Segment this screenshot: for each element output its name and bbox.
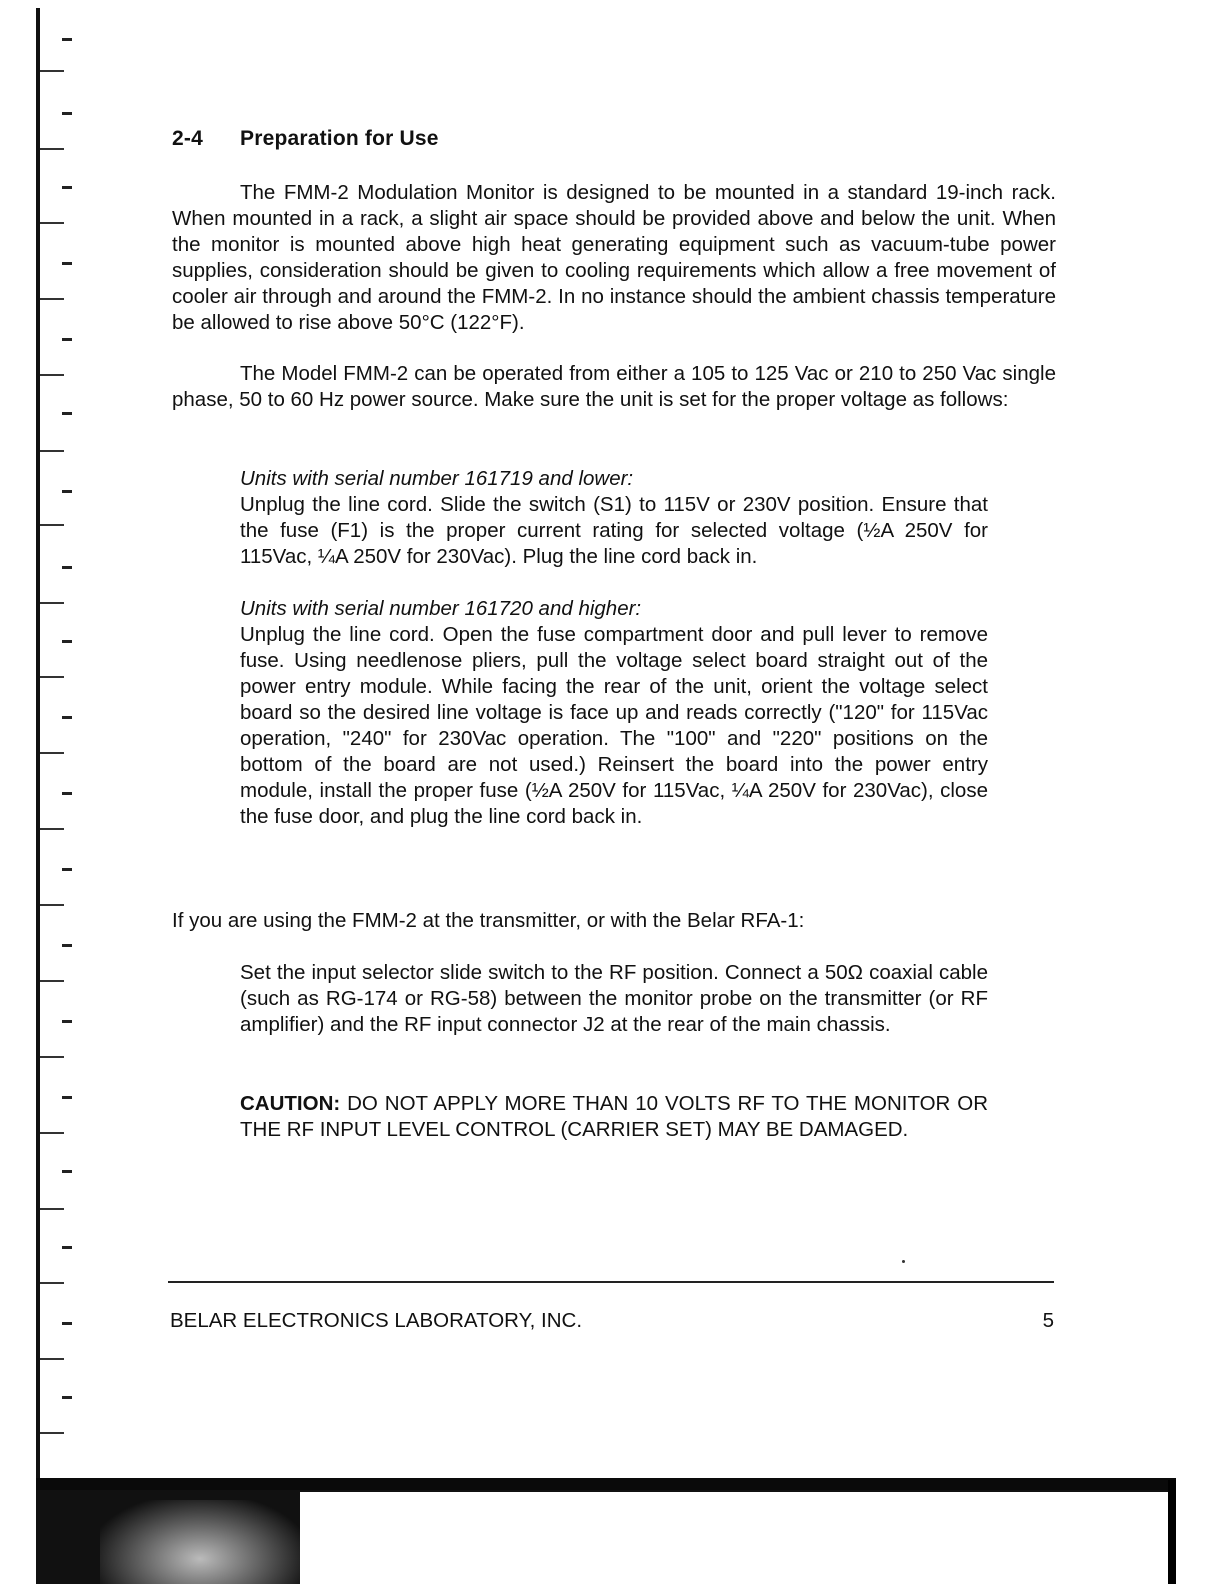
binding-edge — [0, 0, 80, 1584]
binding-mark — [62, 38, 72, 41]
binding-mark — [40, 148, 64, 150]
subsection-old-serial — [240, 466, 988, 570]
binding-mark — [40, 298, 64, 300]
footer-company: BELAR ELECTRONICS LABORATORY, INC. — [170, 1309, 583, 1332]
subsection-new-title: Units with serial number 161720 and higher: — [240, 597, 642, 620]
scan-right-edge — [1168, 1480, 1176, 1584]
scan-paper-strip — [300, 1492, 1170, 1584]
binding-mark — [40, 1056, 64, 1058]
binding-mark — [62, 944, 72, 947]
binding-spine — [36, 8, 40, 1478]
binding-mark — [40, 602, 64, 604]
subsection-new-text: Unplug the line cord. Open the fuse compartment door and pull lever to remove fuse. Using needlenose pliers, pull the voltage select board straight out of the power entry module. While facing the rear of the unit, orient the voltage select board so the desired line voltage is face up and reads correctly ("120" for 115Vac operation, "240" for 230Vac operation. The "100" and "220" positions on the bottom of the board are not used.) Reinsert the board into the power entry module, install the proper fuse (½A 250V for 115Vac, ¼A 250V for 230Vac), close the fuse door, and plug the line cord back in. — [240, 623, 988, 828]
binding-mark — [62, 640, 72, 643]
binding-mark — [40, 1432, 64, 1434]
binding-mark — [62, 1396, 72, 1399]
binding-mark — [62, 1170, 72, 1173]
binding-mark — [62, 1020, 72, 1023]
scan-edge-bar — [36, 1478, 1176, 1490]
section-heading — [172, 127, 439, 151]
binding-mark — [40, 1358, 64, 1360]
binding-mark — [62, 338, 72, 341]
caution-text: DO NOT APPLY MORE THAN 10 VOLTS RF TO THE MONITOR OR THE RF INPUT LEVEL CONTROL (CARRIER SET) MAY BE DAMAGED. — [240, 1092, 988, 1141]
binding-mark — [40, 450, 64, 452]
scan-speck — [902, 1260, 905, 1263]
binding-mark — [40, 1208, 64, 1210]
binding-mark — [40, 1282, 64, 1284]
binding-mark — [62, 112, 72, 115]
binding-mark — [62, 1246, 72, 1249]
binding-mark — [62, 490, 72, 493]
binding-mark — [40, 1132, 64, 1134]
binding-mark — [40, 70, 64, 72]
paragraph-mounting: The FMM-2 Modulation Monitor is designed to be mounted in a standard 19-inch rack. When mounted in a rack, a slight air space should be provided above and below the unit. When the monitor is mounted above high heat generating equipment such as vacuum-tube power supplies, consideration should be given to cooling requirements which allow a free movement of cooler air through and around the FMM-2. In no instance should the ambient chassis temperature be allowed to rise above 50°C (122°F). — [172, 181, 1056, 334]
binding-mark — [40, 828, 64, 830]
binding-mark — [40, 222, 64, 224]
binding-mark — [62, 868, 72, 871]
binding-mark — [62, 566, 72, 569]
binding-mark — [40, 374, 64, 376]
footer-divider — [168, 1281, 1054, 1283]
section-number: 2-4 — [172, 127, 203, 150]
binding-mark — [40, 676, 64, 678]
caution-notice — [240, 1091, 988, 1143]
subsection-old-title: Units with serial number 161719 and lower: — [240, 467, 634, 490]
binding-mark — [40, 524, 64, 526]
binding-mark — [62, 792, 72, 795]
scan-smudge — [100, 1500, 300, 1584]
caution-label: CAUTION: — [240, 1092, 341, 1115]
paragraph-rf-setup: Set the input selector slide switch to the RF position. Connect a 50Ω coaxial cable (such as RG-174 or RG-58) between the monitor probe on the transmitter (or RF amplifier) and the RF input connector J2 at the rear of the main chassis. — [240, 961, 988, 1036]
paragraph-transmitter: If you are using the FMM-2 at the transmitter, or with the Belar RFA-1: — [172, 909, 805, 932]
binding-mark — [40, 904, 64, 906]
binding-mark — [62, 262, 72, 265]
binding-mark — [62, 1096, 72, 1099]
binding-mark — [40, 980, 64, 982]
binding-mark — [62, 412, 72, 415]
section-title: Preparation for Use — [240, 127, 439, 150]
subsection-old-text: Unplug the line cord. Slide the switch (S1) to 115V or 230V position. Ensure that the fuse (F1) is the proper current rating for selected voltage (½A 250V for 115Vac, ¼A 250V for 230Vac). Plug the line cord back in. — [240, 493, 988, 568]
binding-mark — [62, 1322, 72, 1325]
binding-mark — [62, 716, 72, 719]
binding-mark — [62, 186, 72, 189]
binding-mark — [40, 752, 64, 754]
paragraph-power: The Model FMM-2 can be operated from either a 105 to 125 Vac or 210 to 250 Vac single phase, 50 to 60 Hz power source. Make sure the unit is set for the proper voltage as follows: — [172, 362, 1056, 411]
subsection-new-serial — [240, 596, 988, 830]
page-number: 5 — [1042, 1309, 1054, 1332]
